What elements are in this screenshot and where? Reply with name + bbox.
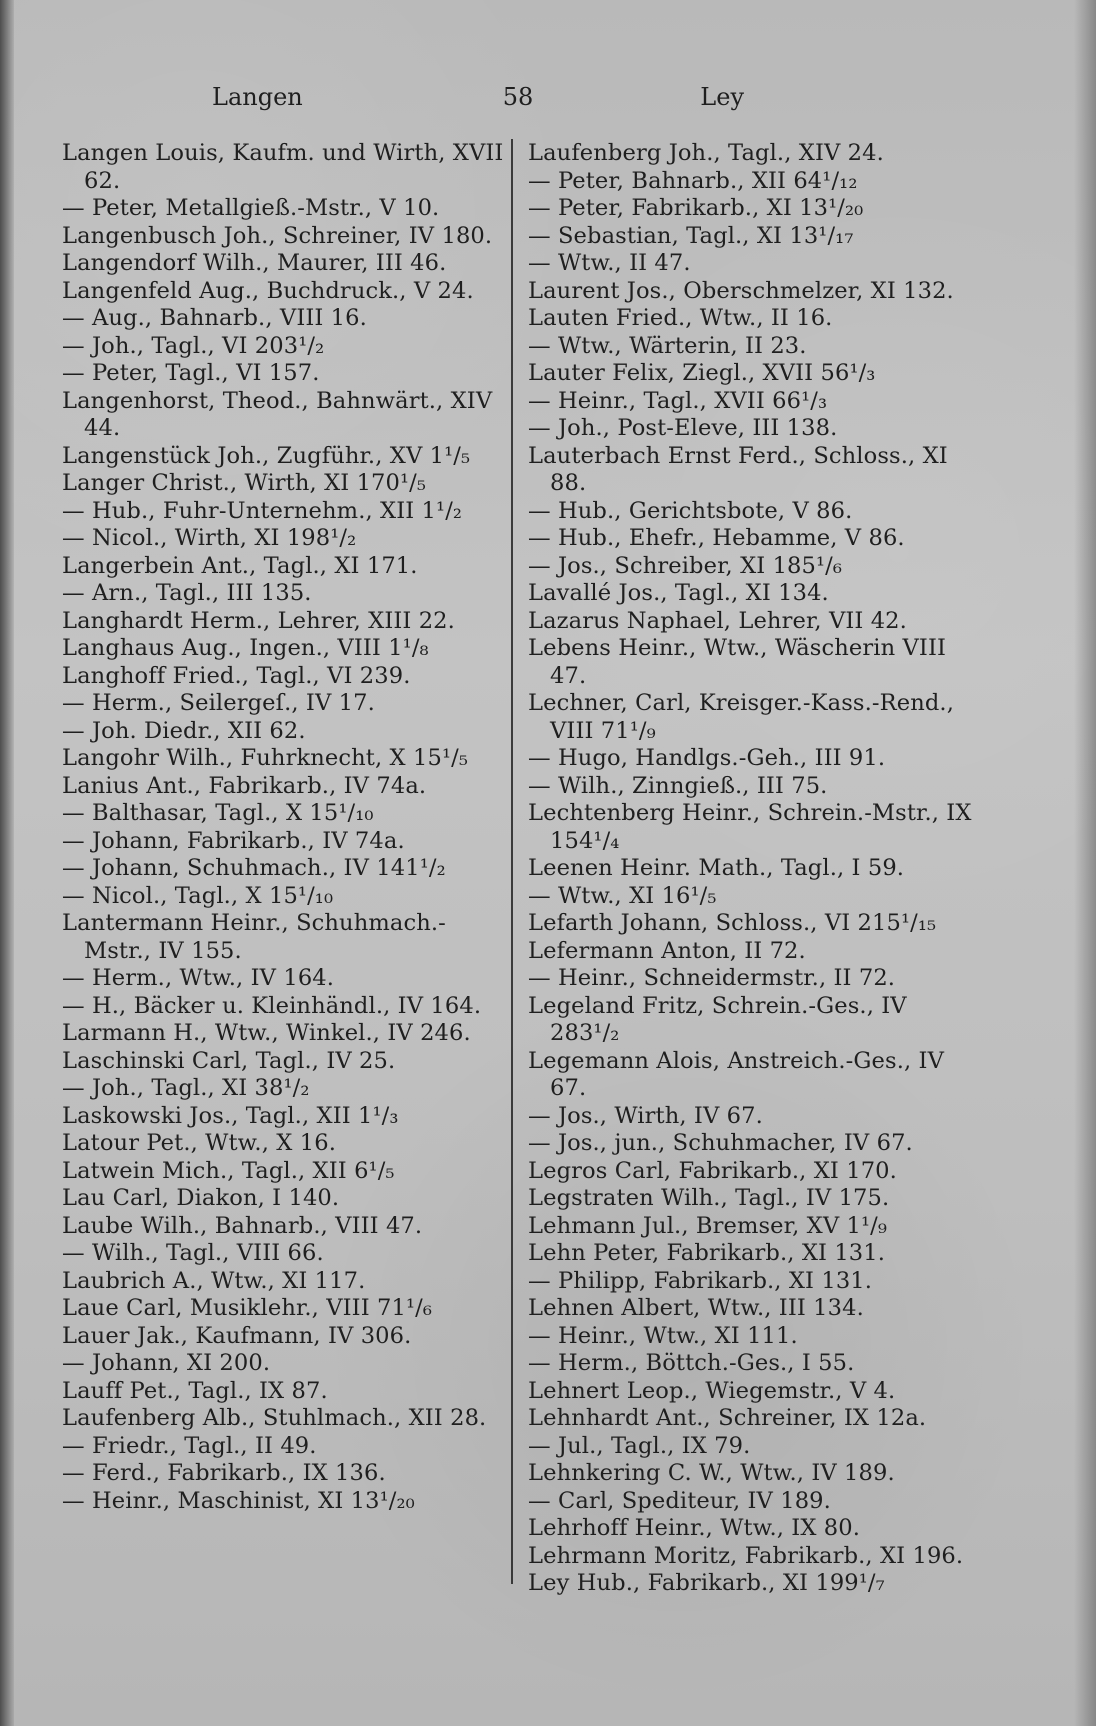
left-entry: Langhaus Aug., Ingen., VIII 1¹/₈ <box>62 635 429 661</box>
right-entry: — Peter, Fabrikarb., XI 13¹/₂₀ <box>528 195 864 221</box>
left-entry: — Herm., Wtw., IV 164. <box>62 965 335 991</box>
left-entry: Langhardt Herm., Lehrer, XIII 22. <box>62 607 455 634</box>
right-entry: Legros Carl, Fabrikarb., XI 170. <box>528 1157 897 1184</box>
left-entry: — Balthasar, Tagl., X 15¹/₁₀ <box>62 800 374 826</box>
left-directory-column <box>62 140 508 1590</box>
left-entry: — Peter, Metallgieß.-Mstr., V 10. <box>62 195 440 221</box>
right-entry: Lehmann Jul., Bremser, XV 1¹/₉ <box>528 1212 888 1239</box>
left-entry: — Peter, Tagl., VI 157. <box>62 360 320 386</box>
left-entry: Laue Carl, Musiklehr., VIII 71¹/₆ <box>62 1295 432 1321</box>
left-entry: — Hub., Fuhr-Unternehm., XII 1¹/₂ <box>62 497 463 524</box>
left-entry: Laube Wilh., Bahnarb., VIII 47. <box>62 1212 423 1239</box>
right-entry: Lauten Fried., Wtw., II 16. <box>528 305 833 331</box>
left-entry: — Wilh., Tagl., VIII 66. <box>62 1240 324 1266</box>
right-entry: Lehrhoff Heinr., Wtw., IX 80. <box>528 1515 861 1541</box>
left-entry: Langer Christ., Wirth, XI 170¹/₅ <box>62 470 427 496</box>
right-entry: Leenen Heinr. Math., Tagl., I 59. <box>528 855 905 881</box>
left-entry: Lantermann Heinr., Schuhmach.-Mstr., IV 155. <box>62 910 446 964</box>
left-entry: Laubrich A., Wtw., XI 117. <box>62 1267 366 1294</box>
right-entry: Laufenberg Joh., Tagl., XIV 24. <box>528 140 884 166</box>
left-entry: — Heinr., Maschinist, XI 13¹/₂₀ <box>62 1487 415 1514</box>
page-number: 58 <box>502 83 534 111</box>
left-entry: — Nicol., Wirth, XI 198¹/₂ <box>62 525 357 551</box>
left-entry: Lauer Jak., Kaufmann, IV 306. <box>62 1322 412 1349</box>
right-entry: — Wtw., II 47. <box>528 250 691 276</box>
right-entry: Lehrmann Moritz, Fabrikarb., XI 196. <box>528 1542 964 1569</box>
right-entry: Lefarth Johann, Schloss., VI 215¹/₁₅ <box>528 910 937 936</box>
right-entry: — Joh., Post-Eleve, III 138. <box>528 415 838 441</box>
header-left-term: Langen <box>212 83 303 111</box>
left-entry: Lau Carl, Diakon, I 140. <box>62 1185 340 1211</box>
right-directory-column <box>528 140 974 1596</box>
right-entry: — Peter, Bahnarb., XII 64¹/₁₂ <box>528 167 858 194</box>
left-entry: — H., Bäcker u. Kleinhändl., IV 164. <box>62 992 482 1019</box>
right-entry: — Wtw., XI 16¹/₅ <box>528 882 717 909</box>
left-entry: — Aug., Bahnarb., VIII 16. <box>62 305 367 331</box>
right-entry: Lefermann Anton, II 72. <box>528 937 806 964</box>
column-divider <box>511 139 513 1584</box>
left-entry: — Ferd., Fabrikarb., IX 136. <box>62 1460 386 1486</box>
left-entry: Laufenberg Alb., Stuhlmach., XII 28. <box>62 1405 487 1431</box>
right-entry: — Sebastian, Tagl., XI 13¹/₁₇ <box>528 222 854 249</box>
right-entry: Lehnhardt Ant., Schreiner, IX 12a. <box>528 1405 927 1431</box>
right-entry: — Hub., Ehefr., Hebamme, V 86. <box>528 525 905 551</box>
right-entry: — Wilh., Zinngieß., III 75. <box>528 772 828 799</box>
left-entry: Langerbein Ant., Tagl., XI 171. <box>62 552 418 579</box>
left-entry: Langenfeld Aug., Buchdruck., V 24. <box>62 277 474 304</box>
right-entry: — Carl, Spediteur, IV 189. <box>528 1487 831 1514</box>
left-entry: Langendorf Wilh., Maurer, III 46. <box>62 250 447 276</box>
right-entry: — Jul., Tagl., IX 79. <box>528 1432 751 1459</box>
page-edge-shadow-right <box>1074 0 1096 1726</box>
right-entry: — Hugo, Handlgs.-Geh., III 91. <box>528 745 886 771</box>
left-entry: Laschinski Carl, Tagl., IV 25. <box>62 1047 396 1074</box>
left-entry: — Nicol., Tagl., X 15¹/₁₀ <box>62 882 334 909</box>
right-entry: — Philipp, Fabrikarb., XI 131. <box>528 1267 873 1294</box>
page-header <box>62 80 974 114</box>
right-entry: Lehnert Leop., Wiegemstr., V 4. <box>528 1377 896 1404</box>
left-entry: Lauff Pet., Tagl., IX 87. <box>62 1377 328 1404</box>
right-entry: Legeland Fritz, Schrein.-Ges., IV 283¹/₂ <box>528 992 907 1046</box>
left-entry: — Arn., Tagl., III 135. <box>62 580 312 606</box>
header-right-term: Ley <box>700 83 744 111</box>
left-entry: Langenbusch Joh., Schreiner, IV 180. <box>62 222 493 249</box>
right-entry: — Jos., Wirth, IV 67. <box>528 1102 763 1129</box>
right-entry: Lebens Heinr., Wtw., Wäscherin VIII 47. <box>528 635 947 689</box>
right-entry: Lauterbach Ernst Ferd., Schloss., XI 88. <box>528 442 948 496</box>
right-entry: Ley Hub., Fabrikarb., XI 199¹/₇ <box>528 1570 885 1596</box>
left-entry: Larmann H., Wtw., Winkel., IV 246. <box>62 1020 471 1046</box>
right-entry: — Herm., Böttch.-Ges., I 55. <box>528 1350 855 1376</box>
right-entry: Lehnen Albert, Wtw., III 134. <box>528 1295 864 1321</box>
right-entry: — Wtw., Wärterin, II 23. <box>528 332 807 359</box>
right-entry: Lehnkering C. W., Wtw., IV 189. <box>528 1460 895 1486</box>
left-entry: — Herm., Seilergeſ., IV 17. <box>62 690 375 716</box>
left-entry: Langenstück Joh., Zugführ., XV 1¹/₅ <box>62 442 471 469</box>
left-entry: Laskowski Jos., Tagl., XII 1¹/₃ <box>62 1102 399 1129</box>
left-entry: — Joh., Tagl., VI 203¹/₂ <box>62 332 325 359</box>
left-entry: Langenhorst, Theod., Bahnwärt., XIV 44. <box>62 387 493 441</box>
right-entry: Lavallé Jos., Tagl., XI 134. <box>528 580 829 606</box>
left-entry: Latour Pet., Wtw., X 16. <box>62 1130 336 1156</box>
right-entry: — Jos., Schreiber, XI 185¹/₆ <box>528 552 843 579</box>
right-entry: Lehn Peter, Fabrikarb., XI 131. <box>528 1240 886 1266</box>
right-entry: Lauter Felix, Ziegl., XVII 56¹/₃ <box>528 360 876 386</box>
right-entry: Lechner, Carl, Kreisger.-Kass.-Rend., VIII 71¹/₉ <box>528 690 954 744</box>
left-entry: — Johann, Schuhmach., IV 141¹/₂ <box>62 855 446 881</box>
page-edge-shadow-left <box>0 0 14 1726</box>
left-entry: Langhoff Fried., Tagl., VI 239. <box>62 662 411 689</box>
directory-columns <box>62 140 976 1596</box>
left-entry: — Joh. Diedr., XII 62. <box>62 717 306 744</box>
right-entry: — Jos., jun., Schuhmacher, IV 67. <box>528 1130 913 1156</box>
left-entry: — Joh., Tagl., XI 38¹/₂ <box>62 1075 310 1101</box>
right-entry: — Heinr., Tagl., XVII 66¹/₃ <box>528 387 828 414</box>
left-entry: — Johann, Fabrikarb., IV 74a. <box>62 827 405 854</box>
right-entry: — Heinr., Wtw., XI 111. <box>528 1322 798 1349</box>
left-entry: — Friedr., Tagl., II 49. <box>62 1432 317 1459</box>
right-entry: — Heinr., Schneidermstr., II 72. <box>528 965 896 991</box>
left-entry: — Johann, XI 200. <box>62 1350 271 1376</box>
right-entry: Lazarus Naphael, Lehrer, VII 42. <box>528 607 907 634</box>
right-entry: Lechtenberg Heinr., Schrein.-Mstr., IX 154¹/₄ <box>528 800 972 854</box>
right-entry: — Hub., Gerichtsbote, V 86. <box>528 497 853 524</box>
left-entry: Lanius Ant., Fabrikarb., IV 74a. <box>62 772 427 799</box>
left-entry: Langen Louis, Kaufm. und Wirth, XVII 62. <box>62 140 504 194</box>
left-entry: Langohr Wilh., Fuhrknecht, X 15¹/₅ <box>62 745 468 771</box>
right-entry: Laurent Jos., Oberschmelzer, XI 132. <box>528 277 954 304</box>
right-entry: Legemann Alois, Anstreich.-Ges., IV 67. <box>528 1047 944 1101</box>
right-entry: Legstraten Wilh., Tagl., IV 175. <box>528 1185 890 1211</box>
left-entry: Latwein Mich., Tagl., XII 6¹/₅ <box>62 1157 395 1184</box>
